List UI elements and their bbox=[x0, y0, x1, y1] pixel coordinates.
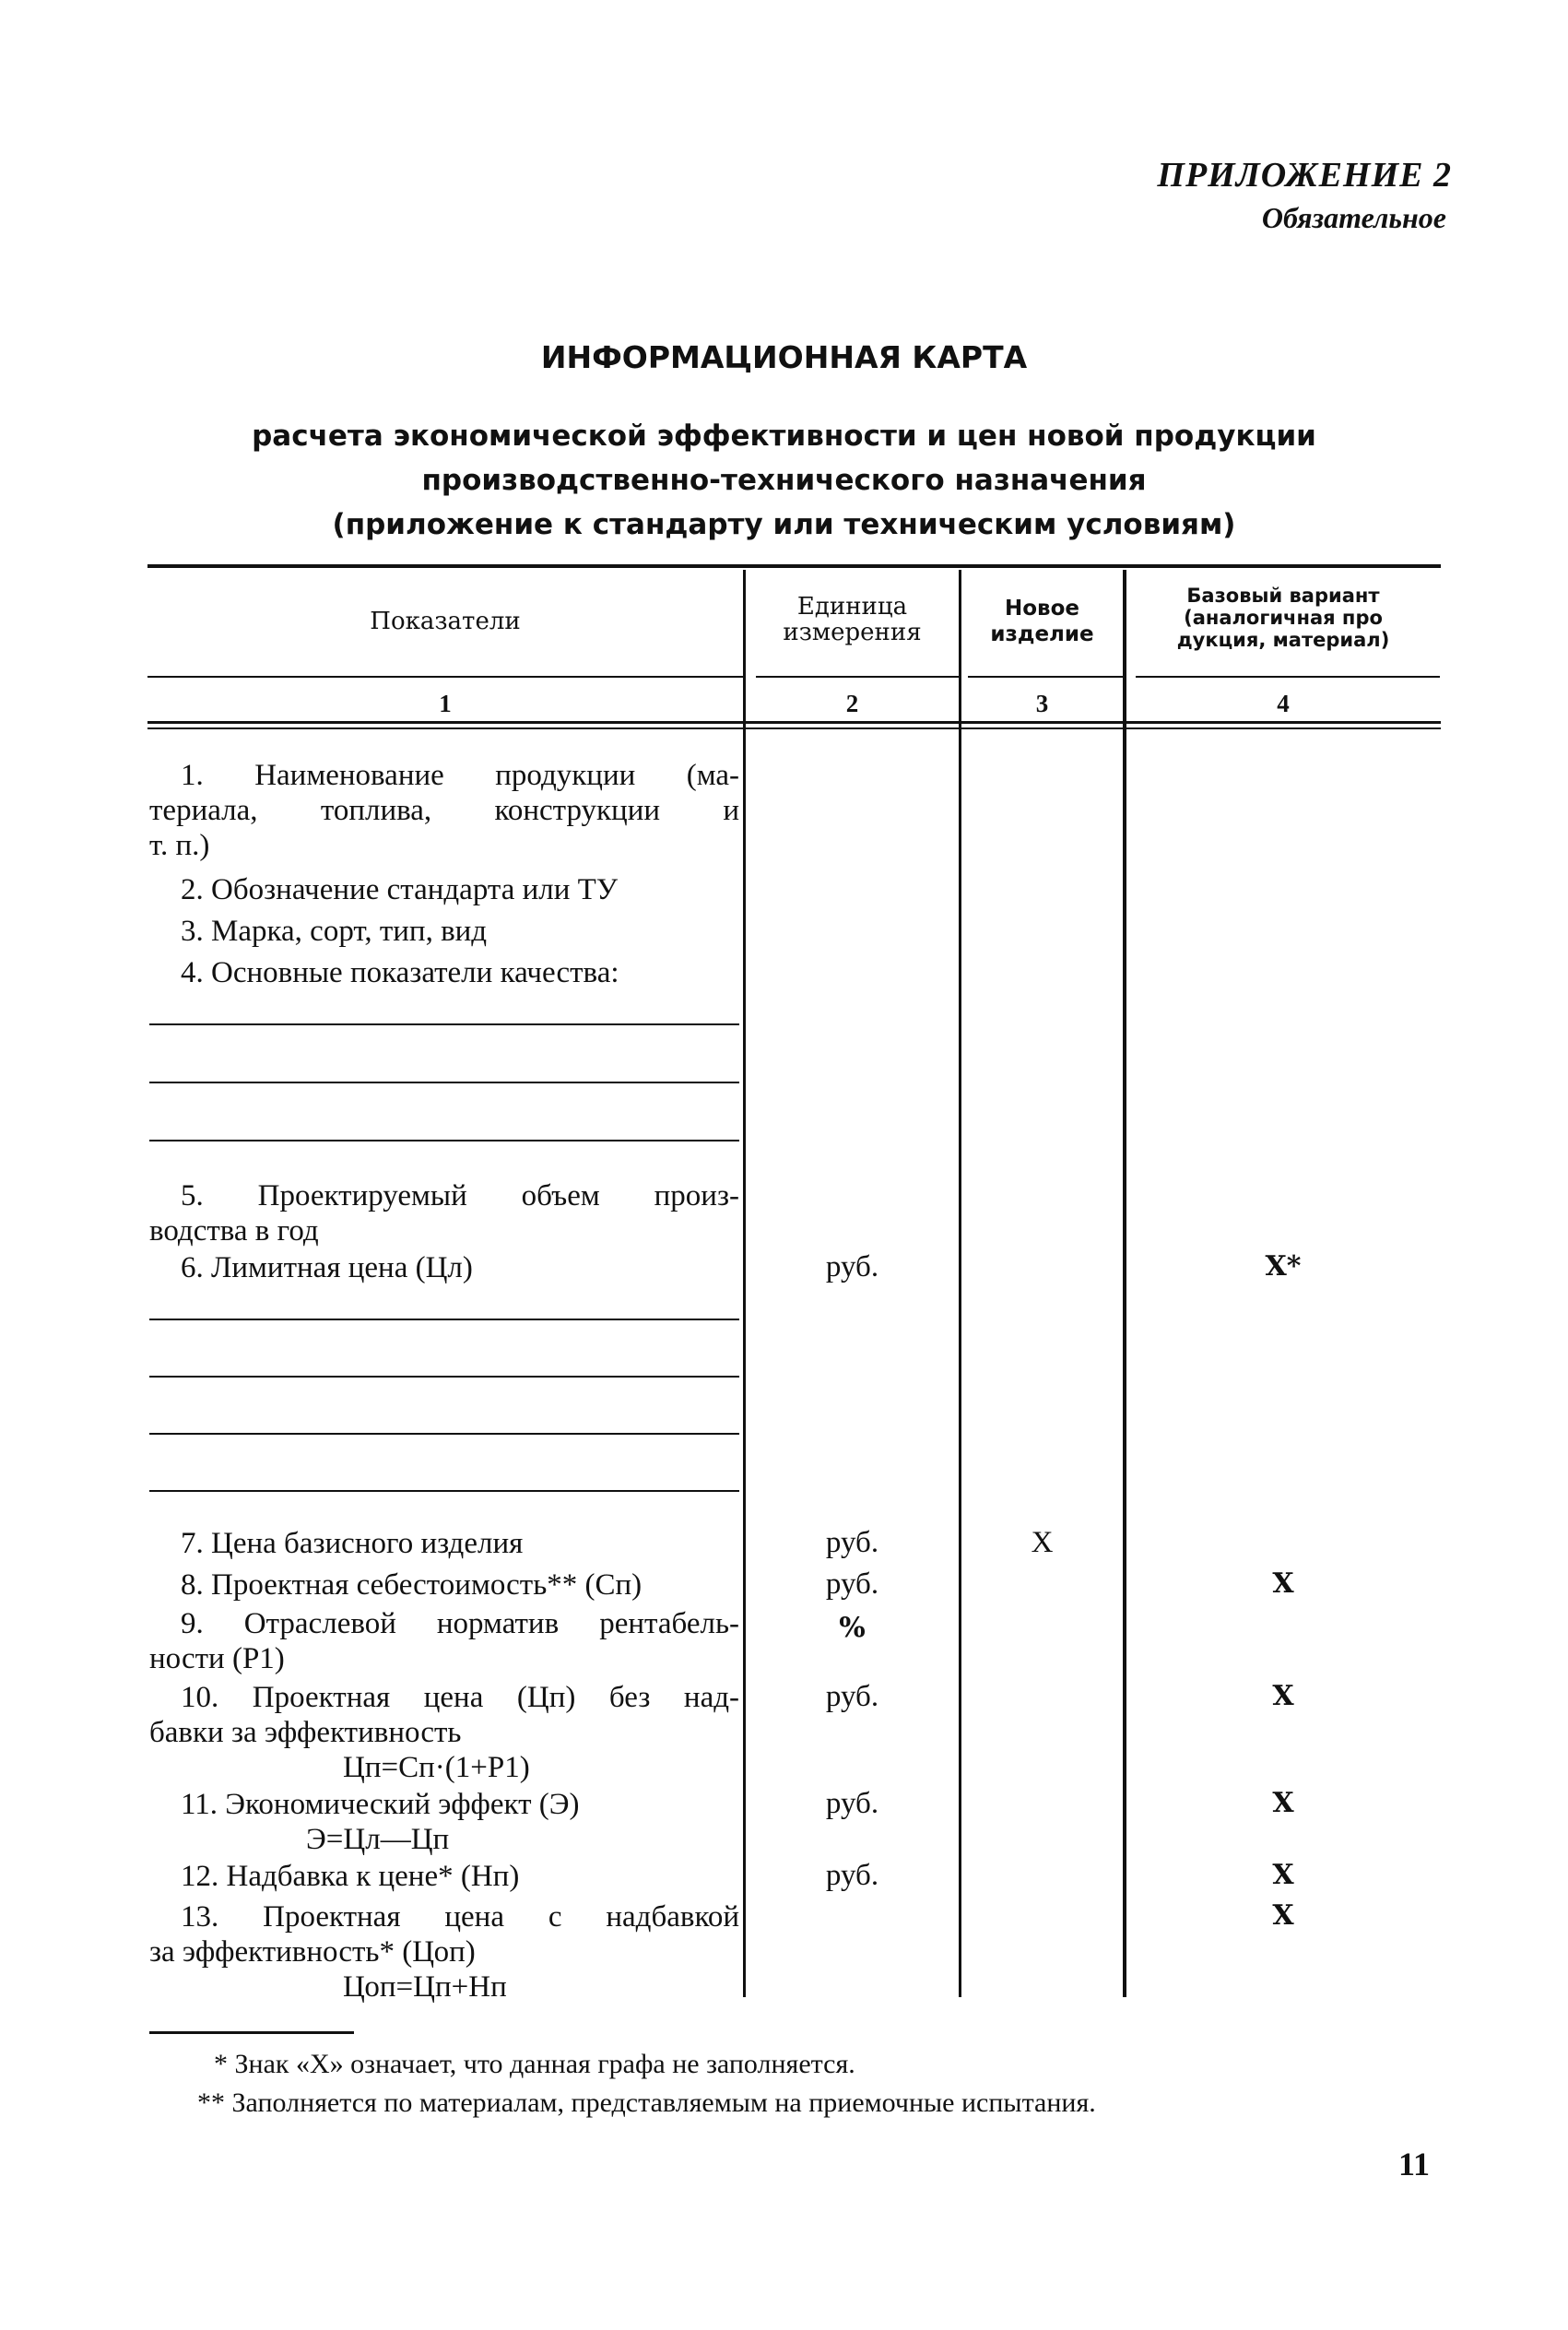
table-row-10 bbox=[149, 1680, 739, 1785]
subtitle-line-1: расчета экономической эффективности и цен новой продукции bbox=[252, 420, 1316, 453]
table-row-8 bbox=[149, 1567, 771, 1603]
row-1-line-2: териала, топлива, конструкции и bbox=[149, 794, 739, 827]
row-11-formula: Э=Цл—Цп bbox=[306, 1823, 450, 1856]
column-number-3: 3 bbox=[1035, 690, 1049, 717]
row-10-unit: руб. bbox=[825, 1680, 879, 1713]
header-rule-col1 bbox=[147, 676, 745, 678]
row-11-base: X bbox=[1272, 1787, 1294, 1819]
blank-line bbox=[149, 1082, 739, 1083]
row-6-unit: руб. bbox=[825, 1250, 879, 1283]
row-11-line-1: 11. Экономический эффект (Э) bbox=[181, 1788, 580, 1821]
header-new-product: Новое изделие bbox=[990, 597, 1094, 646]
footnote-rule bbox=[149, 2031, 354, 2034]
footnote-1-mark: * bbox=[214, 2049, 228, 2079]
header-indicators: Показатели bbox=[370, 608, 521, 635]
appendix-status: Обязательное bbox=[1261, 201, 1446, 234]
row-10-line-1: 10. Проектная цена (Цп) без над- bbox=[181, 1681, 739, 1714]
table-row-7 bbox=[149, 1526, 771, 1561]
footnote-1 bbox=[214, 2049, 855, 2080]
blank-line bbox=[149, 1023, 739, 1025]
document-title: ИНФОРМАЦИОННАЯ КАРТА bbox=[540, 339, 1028, 375]
row-13-line-1: 13. Проектная цена с надбавкой bbox=[181, 1900, 739, 1934]
row-9-unit: % bbox=[839, 1612, 866, 1644]
row-13-formula: Цоп=Цп+Нп bbox=[343, 1970, 507, 2004]
row-8-base: X bbox=[1272, 1567, 1294, 1600]
row-2-line-1: 2. Обозначение стандарта или ТУ bbox=[181, 873, 619, 906]
row-4-line-1: 4. Основные показатели качества: bbox=[181, 956, 619, 989]
blank-line bbox=[149, 1140, 739, 1141]
row-7-line-1: 7. Цена базисного изделия bbox=[181, 1527, 524, 1560]
table-row-1 bbox=[149, 758, 739, 863]
row-8-line-1: 8. Проектная себестоимость** (Сп) bbox=[181, 1568, 643, 1602]
row-1-line-1: 1. Наименование продукции (ма- bbox=[181, 759, 739, 792]
footnote-2 bbox=[197, 2088, 1096, 2119]
table-row-6 bbox=[149, 1250, 771, 1285]
row-13-base: X bbox=[1272, 1899, 1294, 1932]
column-number-2: 2 bbox=[845, 690, 859, 717]
table-row-3 bbox=[149, 914, 771, 949]
row-12-unit: руб. bbox=[825, 1859, 879, 1892]
numbers-rule-2 bbox=[147, 727, 1441, 729]
header-rule-col3 bbox=[968, 676, 1125, 678]
table-row-13 bbox=[149, 1899, 739, 2005]
row-9-line-1: 9. Отраслевой норматив рентабель- bbox=[181, 1607, 739, 1640]
footnote-2-text: Заполняется по материалам, представляемым на приемочные испытания. bbox=[231, 2088, 1096, 2118]
blank-line bbox=[149, 1490, 739, 1492]
table-row-4 bbox=[149, 955, 771, 990]
appendix-title: ПРИЛОЖЕНИЕ 2 bbox=[1157, 156, 1452, 195]
subtitle-line-3: (приложение к стандарту или техническим условиям) bbox=[332, 508, 1236, 541]
table-row-5 bbox=[149, 1178, 739, 1248]
blank-line bbox=[149, 1319, 739, 1320]
row-5-line-2: водства в год bbox=[149, 1214, 319, 1248]
column-number-1: 1 bbox=[439, 690, 452, 717]
subtitle-line-2: производственно-технического назначения bbox=[421, 464, 1147, 497]
numbers-rule-1 bbox=[147, 721, 1441, 724]
table-top-rule bbox=[147, 564, 1441, 568]
footnote-2-mark: ** bbox=[197, 2088, 225, 2118]
row-6-line-1: 6. Лимитная цена (Цл) bbox=[181, 1251, 473, 1284]
row-1-line-3: т. п.) bbox=[149, 829, 210, 862]
row-10-formula: Цп=Сп·(1+Р1) bbox=[343, 1751, 530, 1784]
blank-line bbox=[149, 1433, 739, 1435]
page-number: 11 bbox=[1397, 2146, 1430, 2182]
header-rule-col4 bbox=[1136, 676, 1440, 678]
row-13-line-2: за эффективность* (Цоп) bbox=[149, 1935, 476, 1969]
row-11-unit: руб. bbox=[825, 1787, 879, 1820]
row-7-new: X bbox=[1031, 1526, 1054, 1559]
header-base-variant: Базовый вариант (аналогичная про дукция, материал) bbox=[1176, 585, 1390, 651]
table-row-2 bbox=[149, 872, 771, 907]
col-divider-2 bbox=[959, 570, 961, 1997]
table-row-12 bbox=[149, 1859, 771, 1894]
column-number-4: 4 bbox=[1277, 690, 1290, 717]
row-10-base: X bbox=[1272, 1680, 1294, 1712]
row-3-line-1: 3. Марка, сорт, тип, вид bbox=[181, 915, 488, 948]
table-row-11 bbox=[149, 1787, 771, 1857]
footnote-1-text: Знак «Х» означает, что данная графа не заполняется. bbox=[234, 2049, 855, 2079]
row-12-line-1: 12. Надбавка к цене* (Нп) bbox=[181, 1860, 520, 1893]
header-rule-col2 bbox=[756, 676, 961, 678]
row-9-line-2: ности (Р1) bbox=[149, 1642, 285, 1675]
row-5-line-1: 5. Проектируемый объем произ- bbox=[181, 1179, 739, 1212]
row-6-base: X* bbox=[1265, 1250, 1302, 1283]
table-row-9 bbox=[149, 1606, 739, 1676]
col-divider-3 bbox=[1123, 570, 1126, 1997]
row-12-base: X bbox=[1272, 1859, 1294, 1891]
row-7-unit: руб. bbox=[825, 1526, 879, 1559]
row-8-unit: руб. bbox=[825, 1567, 879, 1601]
header-unit: Единица измерения bbox=[783, 593, 922, 646]
blank-line bbox=[149, 1376, 739, 1378]
row-10-line-2: бавки за эффективность bbox=[149, 1716, 462, 1749]
